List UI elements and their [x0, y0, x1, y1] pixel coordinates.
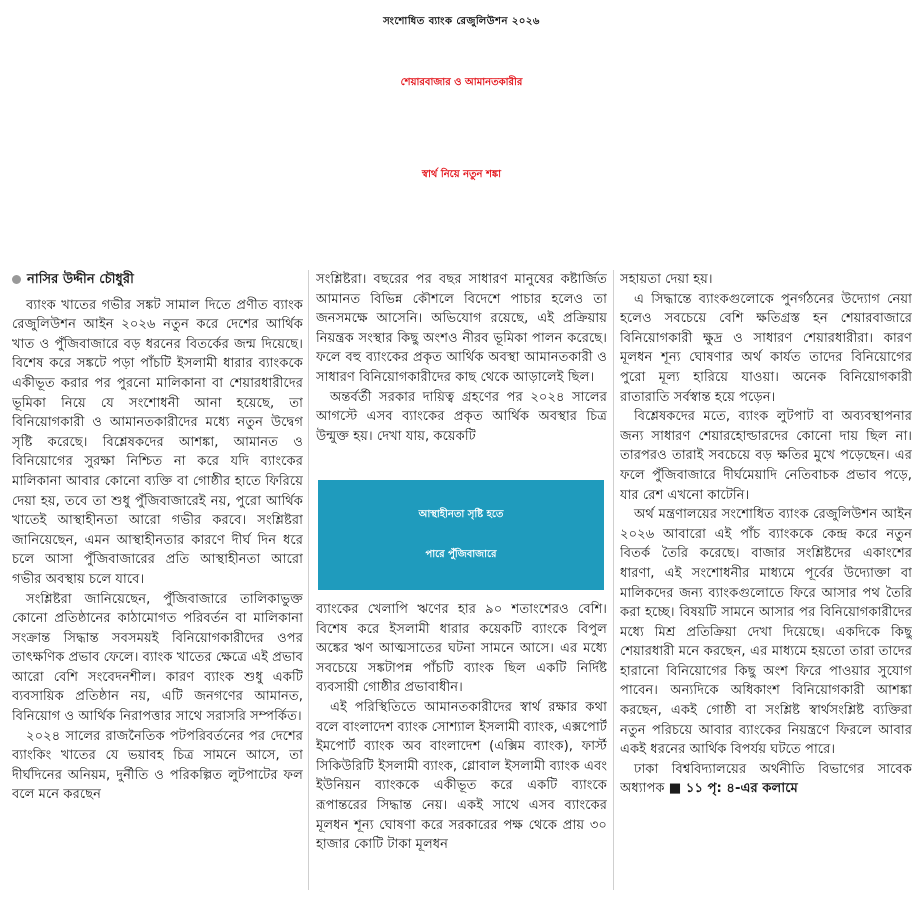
continued-link[interactable]: ■ ১১ পৃ: ৪-এর কলামে — [668, 781, 798, 797]
column-divider — [613, 270, 614, 890]
paragraph: সংশ্লিষ্টরা। বছরের পর বছর সাধারণ মানুষের কষ্টার্জিত আমানত বিভিন্ন কৌশলে বিদেশে পাচার হলেও তা জনসমক্ষে আসেনি। অভিযোগ রয়েছে, এই প্রক্রিয়ায় নিয়ন্ত্রক সংস্থার কিছু অংশও নীরব ভূমিকা পালন করেছে। ফলে বহু ব্যাংকের প্রকৃত আর্থিক অবস্থা আমানতকারী ও সাধারণ বিনিয়োগকারীদের কাছ থেকে আড়ালেই ছিল। — [316, 272, 607, 385]
headline-line-2: স্বার্থ নিয়ে নতুন শঙ্কা — [421, 169, 502, 180]
article-column-1 — [12, 270, 303, 890]
pull-quote — [318, 480, 604, 590]
paragraph: সহায়তা দেয়া হয়। — [620, 272, 713, 287]
article-column-2-bottom — [316, 600, 607, 892]
column-divider — [308, 270, 309, 890]
pull-quote-line-2: পারে পুঁজিবাজারে — [425, 549, 497, 560]
paragraph — [620, 760, 912, 799]
paragraph: ব্যাংকের খেলাপি ঋণের হার ৯০ শতাংশেরও বেশি। বিশেষ করে ইসলামী ধারার কয়েকটি ব্যাংকে বিপুল অঙ্কের ঋণ আত্মসাতের ঘটনা সামনে আসে। এর মধ্যে সবচেয়ে সঙ্কটাপন্ন পাঁচটি ব্যাংক ছিল একটি নির্দিষ্ট ব্যবসায়ী গোষ্ঠীর প্রভাবাধীন। — [316, 602, 607, 696]
paragraph: এ সিদ্ধান্তে ব্যাংকগুলোকে পুনর্গঠনের উদ্যোগ নেয়া হলেও সবচেয়ে বেশি ক্ষতিগ্রস্ত হন শেয়ারবাজারে বিনিয়োগকারী ক্ষুদ্র ও সাধারণ শেয়ারধারীরা। কারণ মূলধন শূন্য ঘোষণার অর্থ কার্যত তাদের বিনিয়োগের পুরো মূল্য হারিয়ে যাওয়া। অনেক বিনিয়োগকারী রাতারাতি সর্বস্বান্ত হয়ে পড়েন। — [620, 291, 912, 405]
paragraph: সংশ্লিষ্টরা জানিয়েছেন, পুঁজিবাজারে তালিকাভুক্ত কোনো প্রতিষ্ঠানের কাঠামোগত পরিবর্তন বা মালিকানা সংক্রান্ত সিদ্ধান্ত সবসময়ই বিনিয়োগকারীদের ওপর তাৎক্ষণিক প্রভাব ফেলে। ব্যাংক খাতের ক্ষেত্রে এই প্রভাব আরো বেশি সংবেদনশীল। কারণ ব্যাংক শুধু একটি ব্যবসায়িক প্রতিষ্ঠান নয়, এটি জনগণের আমানত, বিনিয়োগ ও আর্থিক নিরাপত্তার সাথে সরাসরি সম্পর্কিত। — [12, 591, 303, 725]
article-column-3 — [620, 270, 912, 890]
headline-line-1: শেয়ারবাজার ও আমানতকারীর — [400, 77, 523, 88]
paragraph: এই পরিস্থিতিতে আমানতকারীদের স্বার্থ রক্ষার কথা বলে বাংলাদেশ ব্যাংক সোশ্যাল ইসলামী ব্যাংক, এক্সপোর্ট ইমপোর্ট ব্যাংক অব বাংলাদেশ (এক্সিম ব্যাংক), ফার্স্ট সিকিউরিটি ইসলামী ব্যাংক, গ্লোবাল ইসলামী ব্যাংক এবং ইউনিয়ন ব্যাংককে একীভূত করে একটি ব্যাংকে রূপান্তরের সিদ্ধান্ত নেয়। একই সাথে এসব ব্যাংকের মূলধন শূন্য ঘোষণা করে সরকারের পক্ষ থেকে প্রায় ৩০ হাজার কোটি টাকা মূলধন — [316, 699, 607, 853]
byline — [12, 270, 303, 290]
pull-quote-line-1: আস্থাহীনতা সৃষ্টি হতে — [418, 509, 504, 520]
paragraph: ২০২৪ সালের রাজনৈতিক পটপরিবর্তনের পর দেশের ব্যাংকিং খাতের যে ভয়াবহ চিত্র সামনে আসে, তা দীর্ঘদিনের অনিয়ম, দুর্নীতি ও পরিকল্পিত লুটপাটের ফল বলে মনে করছেন — [12, 728, 303, 803]
kicker-title: সংশোধিত ব্যাংক রেজুলিউশন ২০২৬ — [383, 16, 540, 27]
paragraph: বিশ্লেষকদের মতে, ব্যাংক লুটপাট বা অব্যবস্থাপনার জন্য সাধারণ শেয়ারহোল্ডারদের কোনো দায় ছিল না। তারপরও তারাই সবচেয়ে বড় ক্ষতির মুখে পড়েছেন। এর ফলে পুঁজিবাজারে দীর্ঘমেয়াদি নেতিবাচক প্রভাব পড়ে, যার রেশ এখনো কাটেনি। — [620, 409, 912, 503]
closing-text: ঢাকা বিশ্ববিদ্যালয়ের অর্থনীতি বিভাগের সাবেক অধ্যাপক — [620, 761, 912, 797]
article-column-2-top — [316, 270, 607, 475]
paragraph: অর্থ মন্ত্রণালয়ের সংশোধিত ব্যাংক রেজুলিউশন আইন ২০২৬ আবারো এই পাঁচ ব্যাংককে কেন্দ্র করে নতুন বিতর্ক তৈরি করেছে। বাজার সংশ্লিষ্টদের একাংশের ধারণা, এই সংশোধনীর মাধ্যমে পূর্বের উদ্যোক্তা বা মালিকদের জন্য ব্যাংকগুলোতে ফিরে আসার পথ তৈরি করা হচ্ছে। বিষয়টি সামনে আসার পর বিনিয়োগকারীদের মধ্যে মিশ্র প্রতিক্রিয়া দেখা দিয়েছে। একদিকে কিছু শেয়ারধারী মনে করছেন, এর মাধ্যমে হয়তো তারা তাদের হারানো বিনিয়োগের কিছু অংশ ফিরে পাওয়ার সুযোগ পাবেন। অন্যদিকে অধিকাংশ বিনিয়োগকারী আশঙ্কা করছেন, একই গোষ্ঠী বা সংশ্লিষ্ট স্বার্থসংশ্লিষ্ট ব্যক্তিরা নতুন পরিচয়ে আবার ব্যাংকের নিয়ন্ত্রণে ফিরলে আবার একই ধরনের আর্থিক বিপর্যয় ঘটতে পারে। — [620, 507, 912, 758]
paragraph: ব্যাংক খাতের গভীর সঙ্কট সামাল দিতে প্রণীত ব্যাংক রেজুলিউশন আইন ২০২৬ নতুন করে দেশের আর্থিক খাত ও পুঁজিবাজারে বড় ধরনের বিতর্কের জন্ম দিয়েছে। বিশেষ করে সঙ্কটে পড়া পাঁচটি ইসলামী ধারার ব্যাংককে একীভূত করার পর পুরনো মালিকানা বা শেয়ারধারীদের ভূমিকা নিয়ে যে সংশোধনী আনা হয়েছে, তা বিনিয়োগকারী ও আমানতকারীদের মধ্যে নতুন উদ্বেগ সৃষ্টি করেছে। বিশ্লেষকদের আশঙ্কা, আমানত ও বিনিয়োগের সুরক্ষা নিশ্চিত না করে যদি ব্যাংকের মালিকানা আবার কোনো ব্যক্তি বা গোষ্ঠীর হাতে ফিরিয়ে দেয়া হয়, তবে তা শুধু পুঁজিবাজারেই নয়, পুরো আর্থিক খাতেই আস্থাহীনতা আরো গভীর করবে। সংশ্লিষ্টরা জানিয়েছেন, এমন আস্থাহীনতার কারণে দীর্ঘ দিন ধরে চলে আসা পুঁজিবাজারের প্রতি আস্থাহীনতা আরো গভীর অবস্থায় চলে যাবে। — [12, 297, 303, 587]
paragraph: অন্তর্বর্তী সরকার দায়িত্ব গ্রহণের পর ২০২৪ সালের আগস্টে এসব ব্যাংকের প্রকৃত আর্থিক অবস্থার চিত্র উন্মুক্ত হয়। দেখা যায়, কয়েকটি — [316, 389, 607, 444]
bullet-icon — [12, 275, 21, 284]
author-name: নাসির উদ্দীন চৌধুরী — [27, 272, 134, 287]
